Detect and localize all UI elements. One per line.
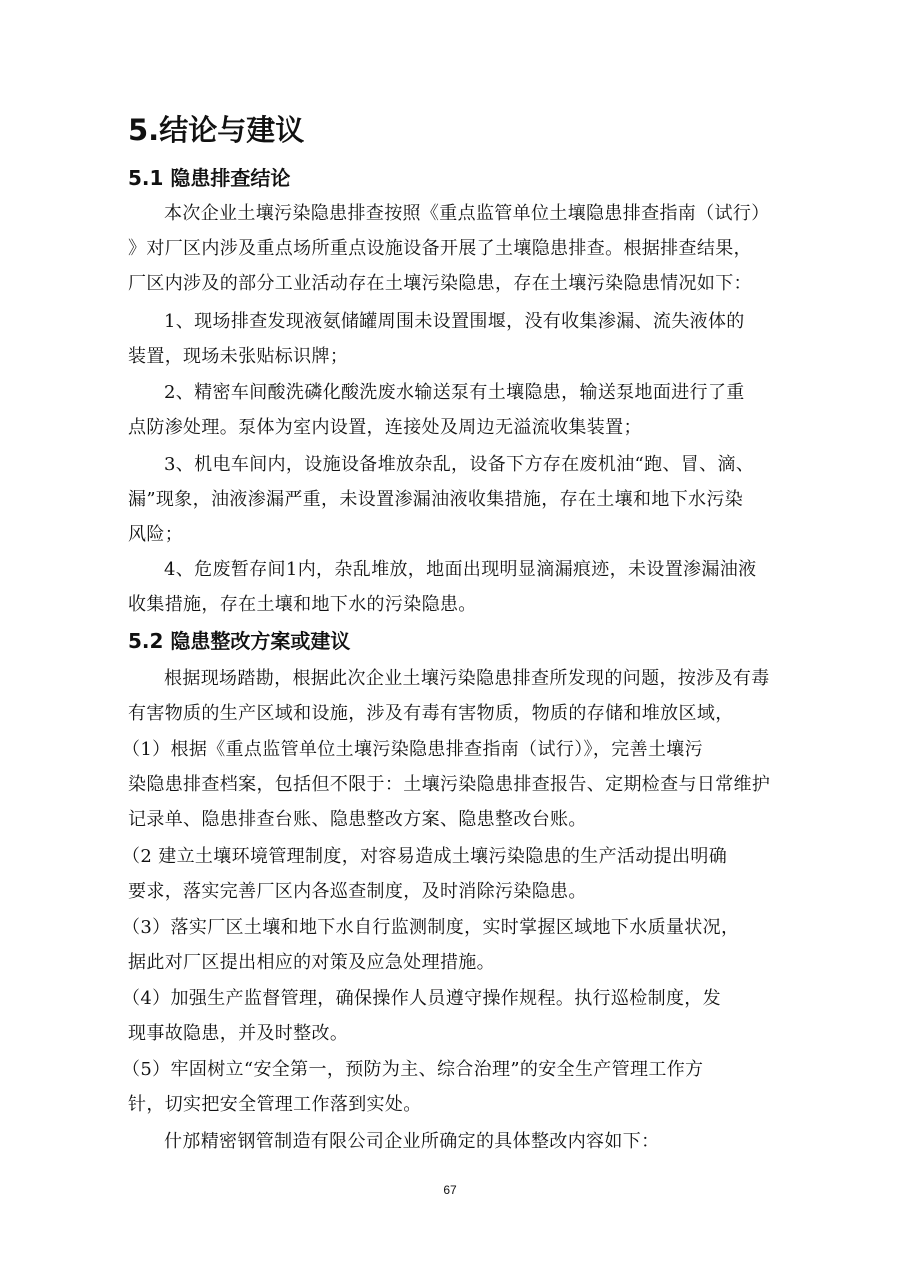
paragraph-line: 4、危废暂存间1内，杂乱堆放，地面出现明显滴漏痕迹，未设置渗漏油液	[164, 559, 757, 580]
paragraph-line: 收集措施，存在土壤和地下水的污染隐患。	[128, 594, 477, 615]
paragraph-line: 装置，现场未张贴标识牌；	[128, 346, 349, 367]
chapter-heading: 5.结论与建议	[128, 113, 305, 147]
paragraph-line: 要求，落实完善厂区内各巡查制度，及时消除污染隐患。	[128, 881, 587, 902]
paragraph-line: 》对厂区内涉及重点场所重点设施设备开展了土壤隐患排查。根据排查结果，	[128, 238, 752, 259]
paragraph-line: （5）牢固树立“安全第一，预防为主、综合治理”的安全生产管理工作方	[122, 1059, 704, 1080]
paragraph-line: 厂区内涉及的部分工业活动存在土壤污染隐患，存在土壤污染隐患情况如下：	[128, 273, 752, 294]
paragraph-line: （4）加强生产监督管理，确保操作人员遵守操作规程。执行巡检制度，发	[122, 988, 721, 1009]
paragraph-line: 现事故隐患，并及时整改。	[128, 1023, 349, 1044]
paragraph-line: 染隐患排查档案，包括但不限于：土壤污染隐患排查报告、定期检查与日常维护	[128, 774, 771, 795]
section-heading-5-1: 5.1 隐患排查结论	[128, 166, 291, 190]
paragraph-line: 3、机电车间内，设施设备堆放杂乱，设备下方存在废机油“跑、冒、滴、	[164, 454, 755, 475]
paragraph-line: 什邡精密钢管制造有限公司企业所确定的具体整改内容如下：	[164, 1131, 660, 1152]
paragraph-line: （3）落实厂区土壤和地下水自行监测制度，实时掌握区域地下水质量状况，	[122, 917, 740, 938]
paragraph-line: 点防渗处理。泵体为室内设置，连接处及周边无溢流收集装置；	[128, 417, 642, 438]
page-number: 67	[443, 1183, 457, 1197]
paragraph-line: 本次企业土壤污染隐患排查按照《重点监管单位土壤隐患排查指南（试行）	[164, 203, 770, 224]
paragraph-line: 漏”现象，油液渗漏严重，未设置渗漏油液收集措施，存在土壤和地下水污染	[128, 489, 744, 510]
paragraph-line: 风险；	[128, 524, 184, 545]
paragraph-line: 据此对厂区提出相应的对策及应急处理措施。	[128, 952, 495, 973]
paragraph-line: （2 建立土壤环境管理制度，对容易造成土壤污染隐患的生产活动提出明确	[122, 846, 728, 867]
paragraph-line: 记录单、隐患排查台账、隐患整改方案、隐患整改台账。	[128, 809, 587, 830]
paragraph-line: （1）根据《重点监管单位土壤污染隐患排查指南（试行）》，完善土壤污	[122, 739, 703, 760]
paragraph-line: 针，切实把安全管理工作落到实处。	[128, 1094, 422, 1115]
section-heading-5-2: 5.2 隐患整改方案或建议	[128, 629, 351, 653]
paragraph-line: 根据现场踏勘，根据此次企业土壤污染隐患排查所发现的问题，按涉及有毒	[164, 668, 770, 689]
paragraph-line: 1、现场排查发现液氨储罐周围未设置围堰，没有收集渗漏、流失液体的	[164, 311, 745, 332]
paragraph-line: 有害物质的生产区域和设施，涉及有毒有害物质，物质的存储和堆放区域，	[128, 703, 734, 724]
paragraph-line: 2、精密车间酸洗磷化酸洗废水输送泵有土壤隐患，输送泵地面进行了重	[164, 382, 745, 403]
